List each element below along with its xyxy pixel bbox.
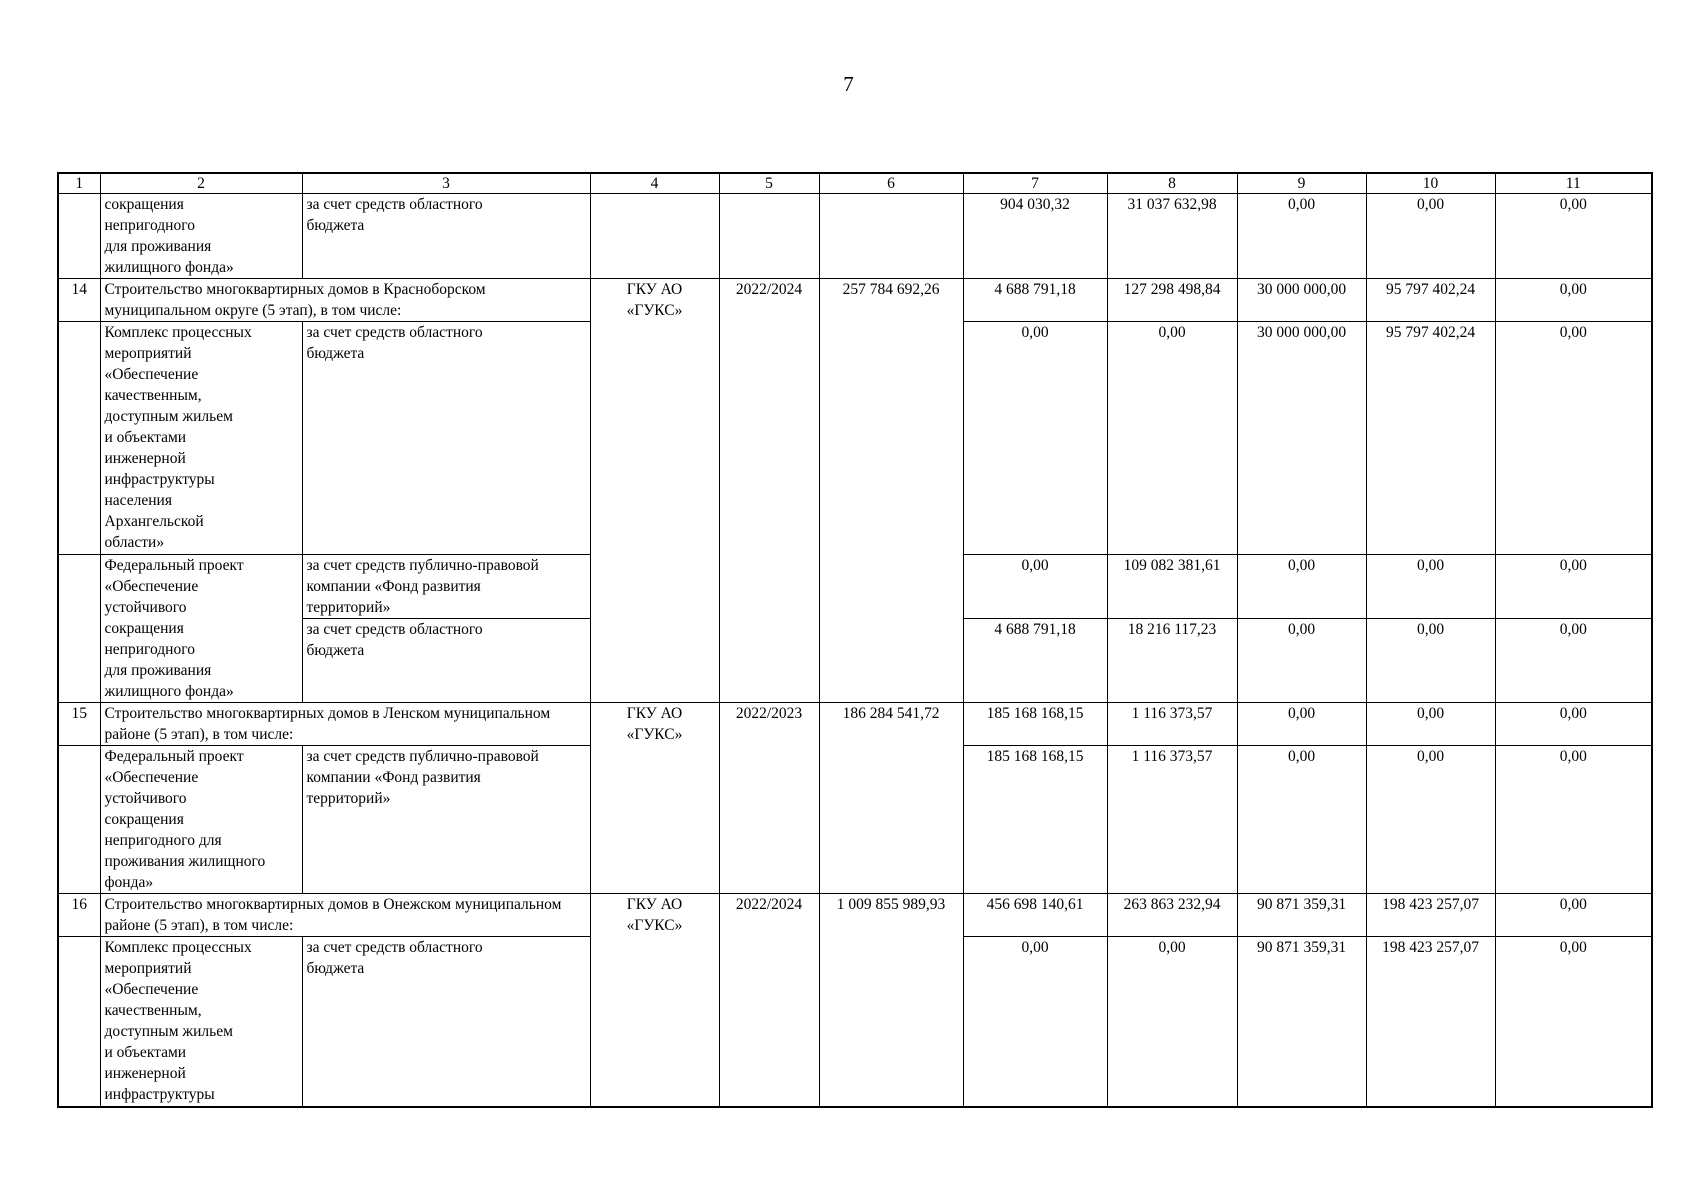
measure-name-cell: сокращения непригодного для проживания жилищного фонда» — [100, 194, 302, 279]
value-cell: 0,00 — [1366, 746, 1495, 894]
total-cell: 257 784 692,26 — [819, 279, 963, 703]
years-cell: 2022/2023 — [719, 703, 819, 894]
total-cell: 186 284 541,72 — [819, 703, 963, 894]
organization-cell: ГКУ АО «ГУКС» — [590, 703, 719, 894]
value-cell: 0,00 — [1366, 555, 1495, 619]
value-cell: 456 698 140,61 — [963, 894, 1107, 937]
column-header: 10 — [1366, 173, 1495, 194]
value-cell: 198 423 257,07 — [1366, 894, 1495, 937]
column-header: 3 — [302, 173, 590, 194]
value-cell: 0,00 — [1495, 194, 1652, 279]
column-header: 7 — [963, 173, 1107, 194]
object-title-cell: Строительство многоквартирных домов в Ленском муниципальном районе (5 этап), в том числе: — [100, 703, 590, 746]
row-number-cell — [58, 194, 100, 279]
value-cell: 0,00 — [1495, 894, 1652, 937]
years-cell: 2022/2024 — [719, 279, 819, 703]
value-cell: 31 037 632,98 — [1107, 194, 1237, 279]
value-cell: 0,00 — [1495, 279, 1652, 322]
column-header: 6 — [819, 173, 963, 194]
measure-name-cell: Комплекс процессных мероприятий «Обеспечение качественным, доступным жильем и объектами инженерной инфраструктуры населения Архангельской области» — [100, 322, 302, 555]
years-cell — [719, 194, 819, 279]
row-number-cell — [58, 746, 100, 894]
value-cell: 0,00 — [1107, 937, 1237, 1107]
value-cell: 0,00 — [1495, 555, 1652, 619]
value-cell: 185 168 168,15 — [963, 703, 1107, 746]
value-cell: 109 082 381,61 — [1107, 555, 1237, 619]
value-cell: 0,00 — [1495, 937, 1652, 1107]
funding-source-cell: за счет средств публично-правовой компании «Фонд развития территорий» — [302, 746, 590, 894]
measure-name-cell: Федеральный проект «Обеспечение устойчивого сокращения непригодного для проживания жилищного фонда» — [100, 746, 302, 894]
page-number: 7 — [843, 72, 854, 96]
value-cell: 127 298 498,84 — [1107, 279, 1237, 322]
object-title-cell: Строительство многоквартирных домов в Красноборском муниципальном округе (5 этап), в том числе: — [100, 279, 590, 322]
object-title-cell: Строительство многоквартирных домов в Онежском муниципальном районе (5 этап), в том числе: — [100, 894, 590, 937]
row-number-cell — [58, 937, 100, 1107]
value-cell: 0,00 — [1237, 703, 1366, 746]
organization-cell — [590, 194, 719, 279]
measure-name-cell: Федеральный проект «Обеспечение устойчивого сокращения непригодного для проживания жилищного фонда» — [100, 555, 302, 703]
value-cell: 95 797 402,24 — [1366, 279, 1495, 322]
value-cell: 90 871 359,31 — [1237, 937, 1366, 1107]
table-row — [58, 194, 1652, 279]
value-cell: 0,00 — [1237, 619, 1366, 703]
value-cell: 1 116 373,57 — [1107, 746, 1237, 894]
funding-source-cell: за счет средств областного бюджета — [302, 194, 590, 279]
value-cell: 0,00 — [1495, 746, 1652, 894]
value-cell: 4 688 791,18 — [963, 279, 1107, 322]
column-header: 11 — [1495, 173, 1652, 194]
value-cell: 4 688 791,18 — [963, 619, 1107, 703]
organization-cell: ГКУ АО «ГУКС» — [590, 894, 719, 1107]
funding-source-cell: за счет средств областного бюджета — [302, 322, 590, 555]
value-cell: 30 000 000,00 — [1237, 322, 1366, 555]
value-cell: 0,00 — [963, 937, 1107, 1107]
table-row — [58, 894, 1652, 937]
table-row — [58, 703, 1652, 746]
column-header: 2 — [100, 173, 302, 194]
measure-name-cell: Комплекс процессных мероприятий «Обеспечение качественным, доступным жильем и объектами инженерной инфраструктуры — [100, 937, 302, 1107]
column-number-row — [58, 173, 1652, 194]
row-number-cell: 15 — [58, 703, 100, 746]
total-cell: 1 009 855 989,93 — [819, 894, 963, 1107]
value-cell: 0,00 — [1495, 322, 1652, 555]
budget-table — [57, 172, 1653, 1108]
value-cell: 1 116 373,57 — [1107, 703, 1237, 746]
value-cell: 0,00 — [1495, 703, 1652, 746]
funding-source-cell: за счет средств областного бюджета — [302, 937, 590, 1107]
value-cell: 18 216 117,23 — [1107, 619, 1237, 703]
column-header: 1 — [58, 173, 100, 194]
value-cell: 90 871 359,31 — [1237, 894, 1366, 937]
value-cell: 0,00 — [1366, 619, 1495, 703]
value-cell: 0,00 — [1237, 194, 1366, 279]
funding-source-cell: за счет средств публично-правовой компании «Фонд развития территорий» — [302, 555, 590, 619]
value-cell: 904 030,32 — [963, 194, 1107, 279]
value-cell: 0,00 — [1237, 555, 1366, 619]
value-cell: 0,00 — [1366, 703, 1495, 746]
column-header: 8 — [1107, 173, 1237, 194]
column-header: 9 — [1237, 173, 1366, 194]
value-cell: 198 423 257,07 — [1366, 937, 1495, 1107]
years-cell: 2022/2024 — [719, 894, 819, 1107]
value-cell: 0,00 — [963, 555, 1107, 619]
column-header: 4 — [590, 173, 719, 194]
row-number-cell: 16 — [58, 894, 100, 937]
row-number-cell: 14 — [58, 279, 100, 322]
table-row — [58, 279, 1652, 322]
value-cell: 95 797 402,24 — [1366, 322, 1495, 555]
value-cell: 0,00 — [1495, 619, 1652, 703]
value-cell: 0,00 — [1107, 322, 1237, 555]
value-cell: 0,00 — [1237, 746, 1366, 894]
value-cell: 185 168 168,15 — [963, 746, 1107, 894]
total-cell — [819, 194, 963, 279]
organization-cell: ГКУ АО «ГУКС» — [590, 279, 719, 703]
value-cell: 30 000 000,00 — [1237, 279, 1366, 322]
value-cell: 0,00 — [963, 322, 1107, 555]
column-header: 5 — [719, 173, 819, 194]
value-cell: 0,00 — [1366, 194, 1495, 279]
row-number-cell — [58, 322, 100, 555]
row-number-cell — [58, 555, 100, 703]
funding-source-cell: за счет средств областного бюджета — [302, 619, 590, 703]
value-cell: 263 863 232,94 — [1107, 894, 1237, 937]
